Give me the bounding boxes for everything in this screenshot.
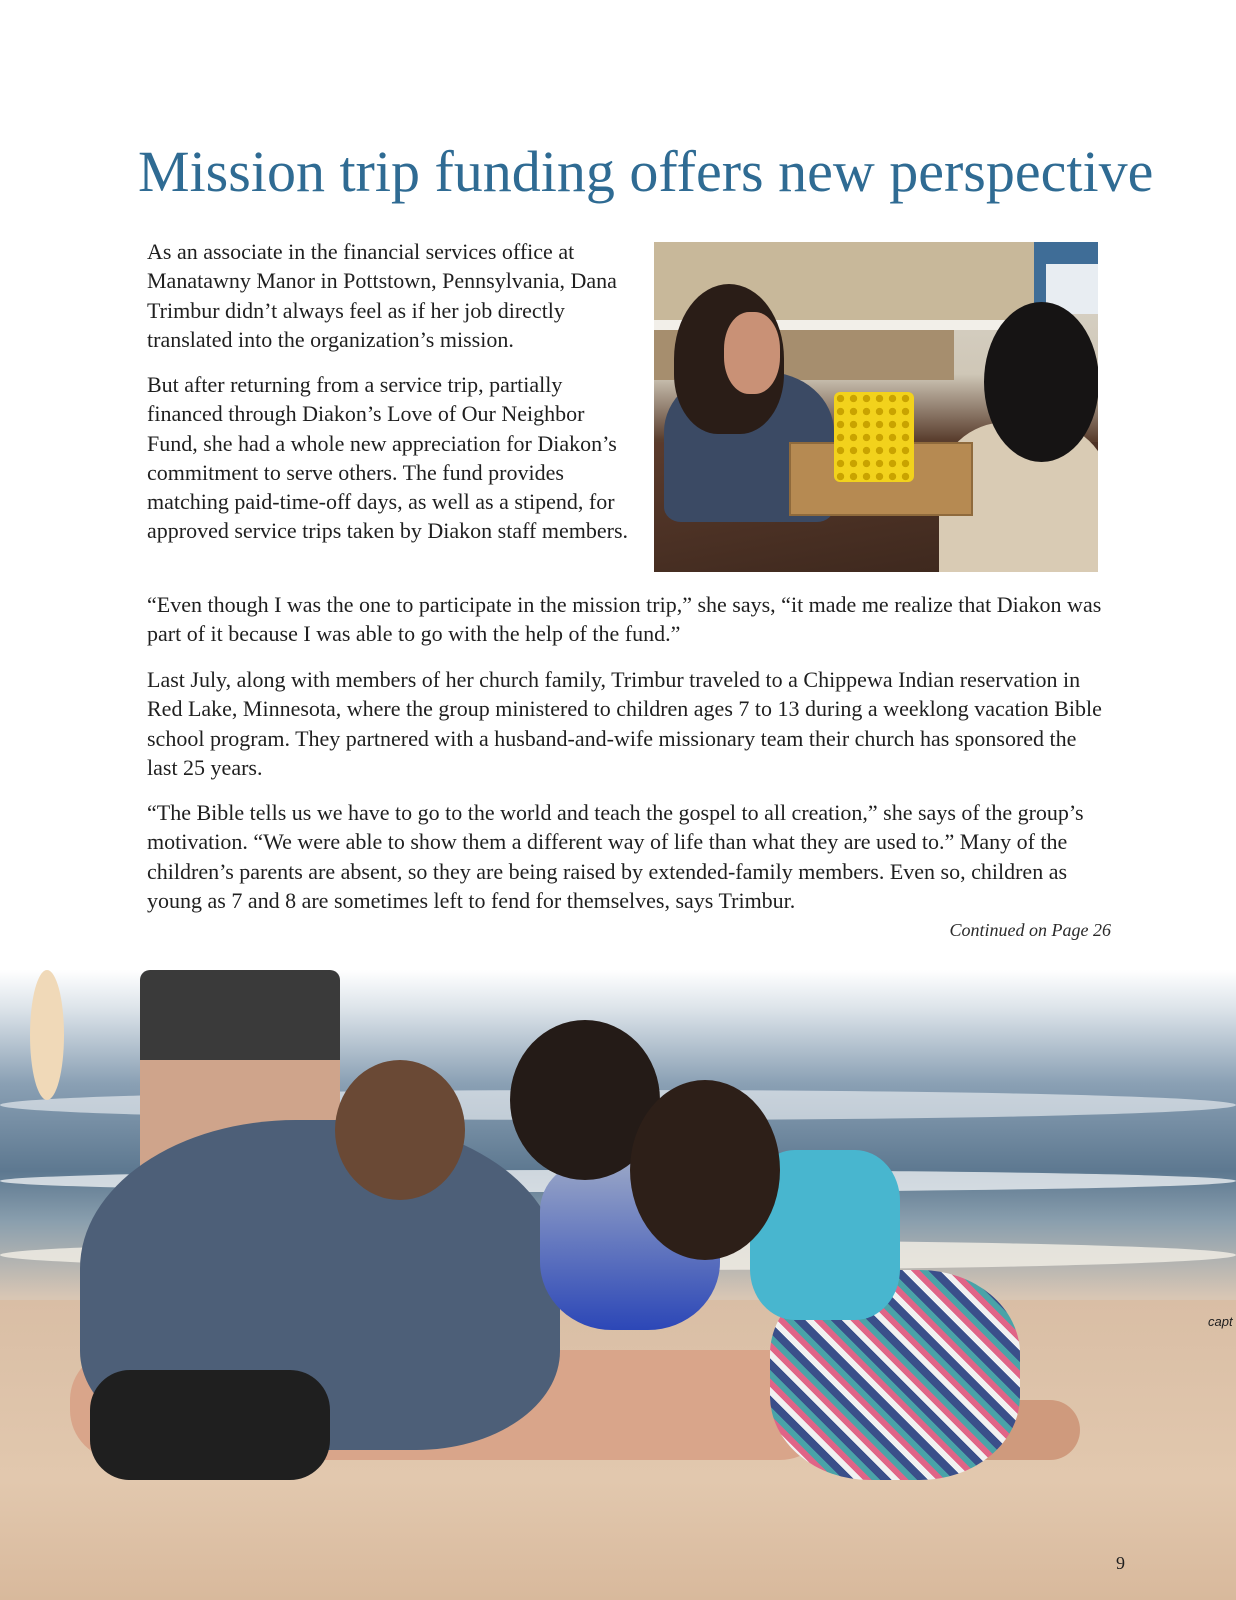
article-paragraph: Last July, along with members of her church family, Trimbur traveled to a Chippewa Indian reservation in Red Lake, Minnesota, where the group ministered to children ages 7 to 13 during a weeklong vacation Bible school program. They partnered with a husband-and-wife missionary team their church has sponsored the last 25 years. <box>147 667 1102 780</box>
article-paragraph: But after returning from a service trip, partially financed through Diakon’s Love of Our Neighbor Fund, she had a whole new appreciation for Diakon’s commitment to serve others. The fund provides matching paid-time-off days, as well as a stipend, for approved service trips taken by Diakon staff members. <box>147 372 629 544</box>
photo-person-hair <box>984 302 1098 462</box>
page-number: 9 <box>1116 1553 1125 1573</box>
photo-game-table <box>654 242 1098 572</box>
continued-note: Continued on Page 26 <box>949 920 1111 940</box>
article-title: Mission trip funding offers new perspective <box>138 139 1154 204</box>
photo-beach <box>0 970 1236 1600</box>
photo-frisbee <box>30 970 64 1100</box>
photo-person-hair <box>630 1080 780 1260</box>
article-paragraph: “The Bible tells us we have to go to the world and teach the gospel to all creation,” she says of the group’s motivation. “We were able to show them a different way of life than what they are used to.” Many of the children’s parents are absent, so they are being raised by extended-family members. Even so, children as young as 7 and 8 are sometimes left to fend for themselves, says Trimbur. <box>147 800 1084 913</box>
article-paragraph: As an associate in the financial services office at Manatawny Manor in Pottstown, Pennsylvania, Dana Trimbur didn’t always feel as if her job directly translated into the organization’s mission. <box>147 239 617 352</box>
photo-person-shorts <box>90 1370 330 1480</box>
photo-person-face <box>724 312 780 394</box>
caption-fragment: capt <box>1208 1314 1233 1329</box>
photo-person-hair <box>335 1060 465 1200</box>
photo-game-grid <box>834 392 914 482</box>
article-paragraph: “Even though I was the one to participate in the mission trip,” she says, “it made me realize that Diakon was part of it because I was able to go with the help of the fund.” <box>147 592 1102 647</box>
